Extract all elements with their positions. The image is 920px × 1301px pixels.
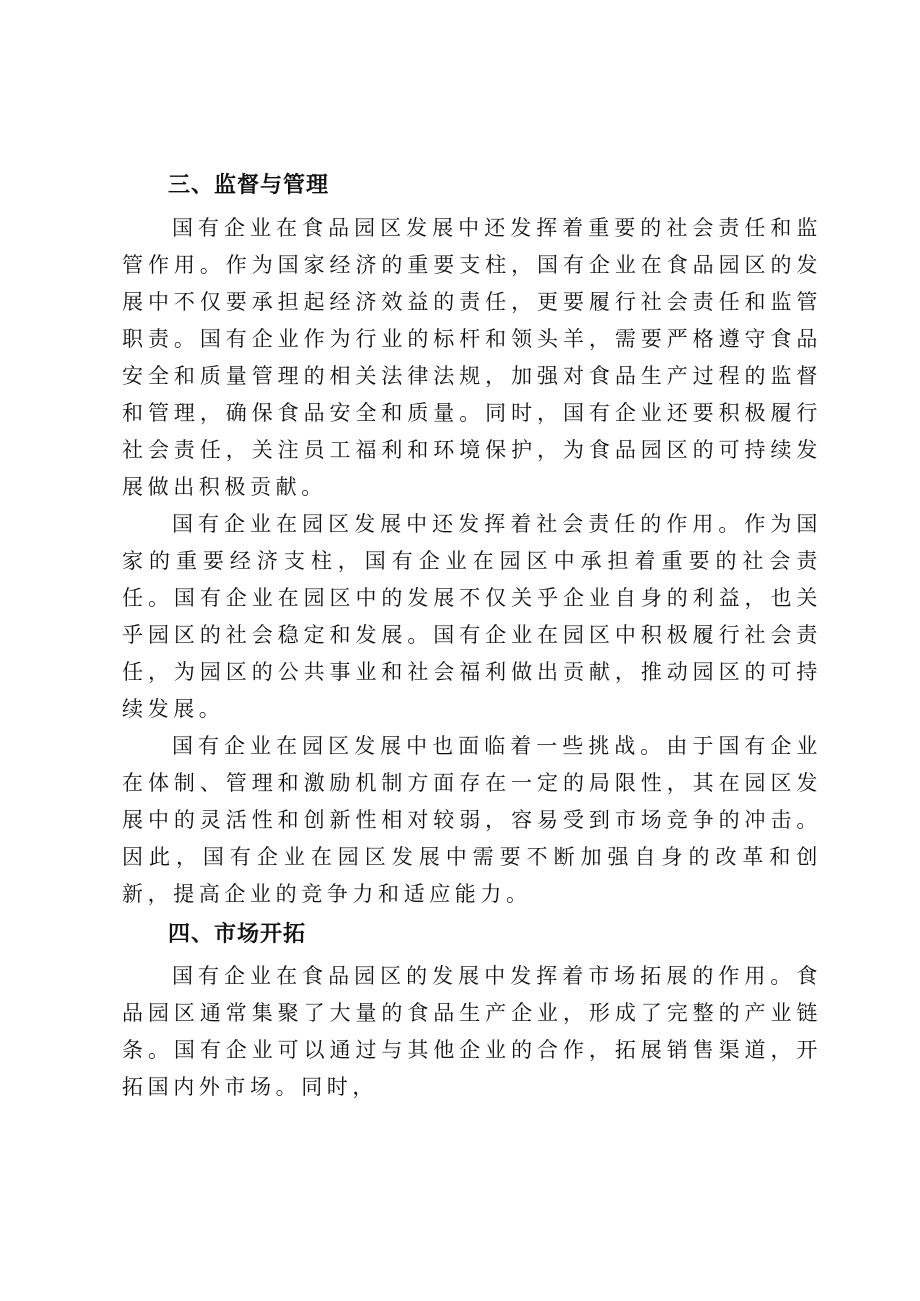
paragraph-social-responsibility: 国有企业在园区发展中还发挥着社会责任的作用。作为国家的重要经济支柱，国有企业在园区中承担着重要的社会责任。国有企业在园区中的发展不仅关乎企业自身的利益，也关乎园区的社会稳定和发展。国有企业在园区中积极履行社会责任，为园区的公共事业和社会福利做出贡献，推动园区的可持续发展。 [122,512,822,721]
paragraph-market-expansion: 国有企业在食品园区的发展中发挥着市场拓展的作用。食品园区通常集聚了大量的食品生产企业，形成了完整的产业链条。国有企业可以通过与其他企业的合作，拓展销售渠道，开拓国内外市场。同时， [122,964,822,1099]
section-heading-market-expansion: 四、市场开拓 [168,922,307,947]
paragraph-challenges: 国有企业在园区发展中也面临着一些挑战。由于国有企业在体制、管理和激励机制方面存在一定的局限性，其在园区发展中的灵活性和创新性相对较弱，容易受到市场竞争的冲击。因此，国有企业在园区发展中需要不断加强自身的改革和创新，提高企业的竞争力和适应能力。 [122,734,822,906]
paragraph-supervision-role: 国有企业在食品园区发展中还发挥着重要的社会责任和监管作用。作为国家经济的重要支柱，国有企业在食品园区的发展中不仅要承担起经济效益的责任，更要履行社会责任和监管职责。国有企业作为行业的标杆和领头羊，需要严格遵守食品安全和质量管理的相关法律法规，加强对食品生产过程的监督和管理，确保食品安全和质量。同时，国有企业还要积极履行社会责任，关注员工福利和环境保护，为食品园区的可持续发展做出积极贡献。 [122,216,822,499]
document-body [122,166,822,1106]
section-heading-supervision: 三、监督与管理 [168,173,330,198]
